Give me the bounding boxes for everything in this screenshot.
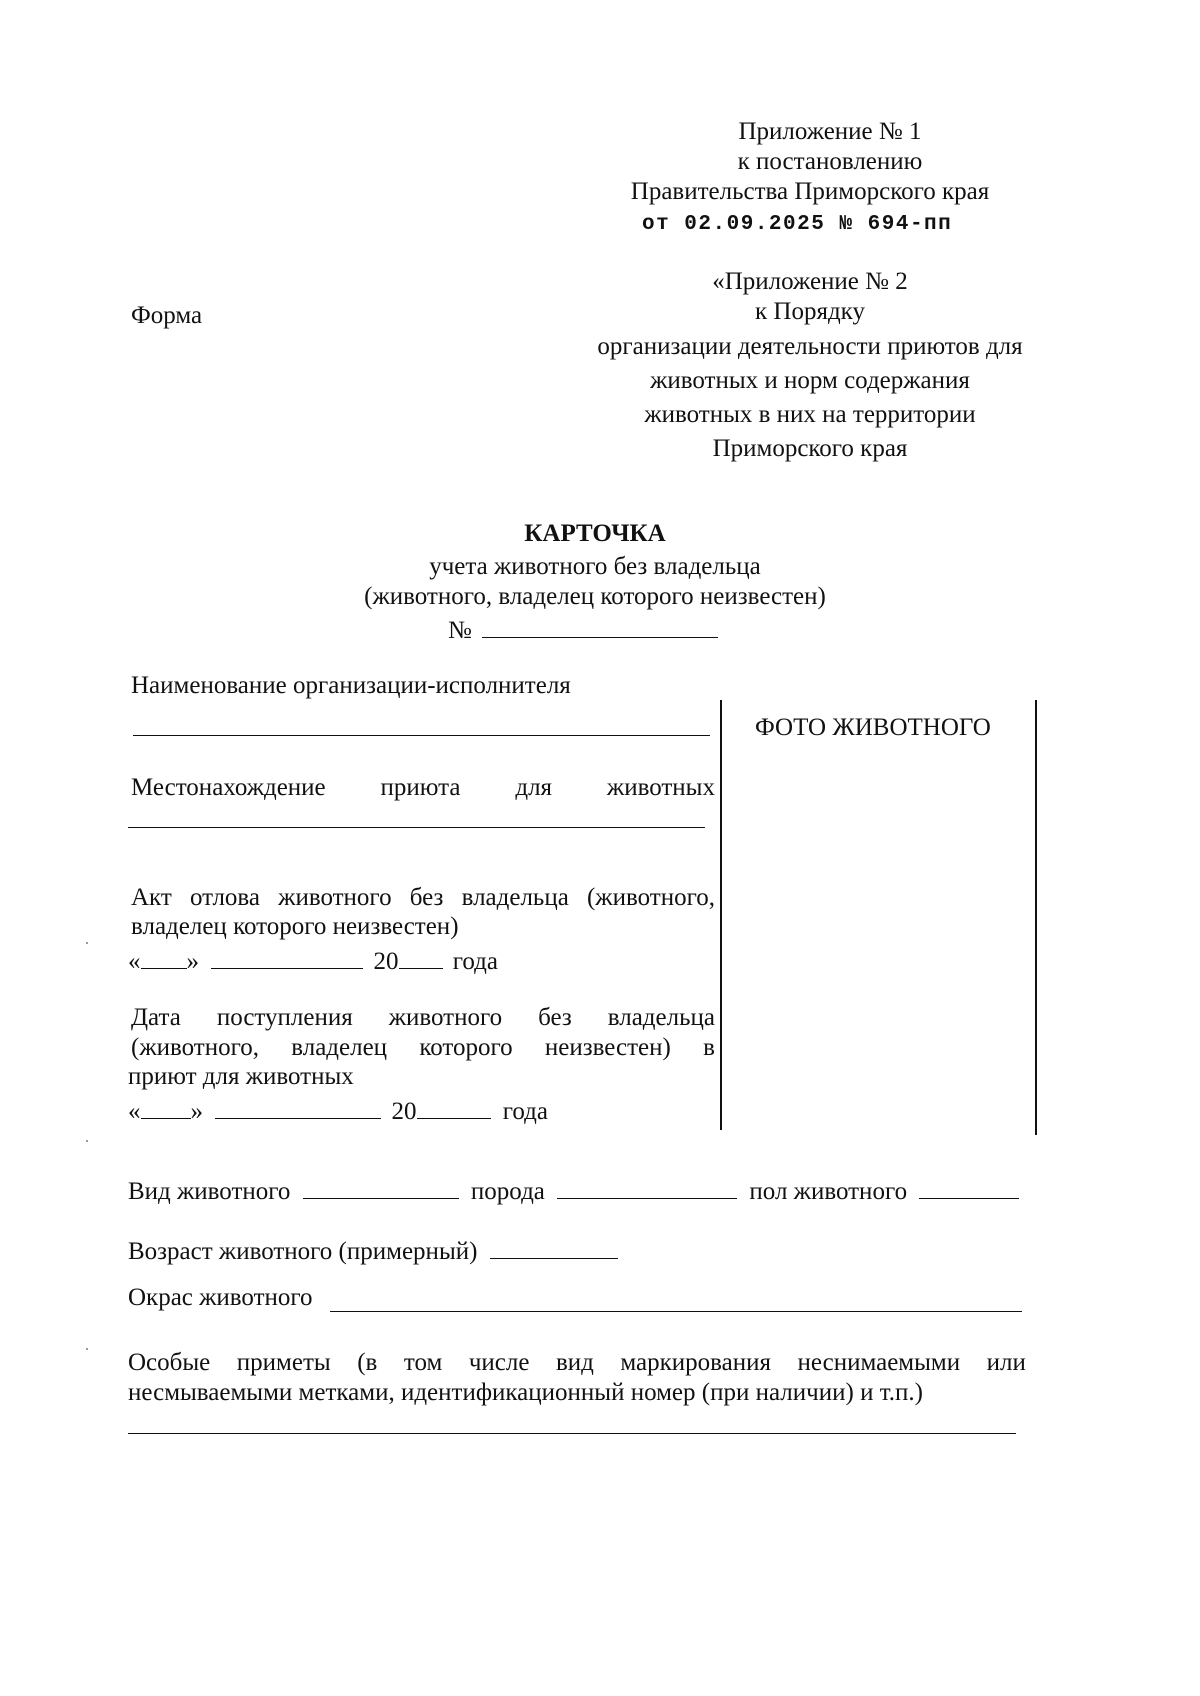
arrival-date-row: « » 20 года <box>128 1092 548 1128</box>
appendix-line-2: к постановлению <box>737 148 923 175</box>
sex-label: пол животного <box>749 1178 908 1205</box>
number-sign: № <box>448 617 472 644</box>
color-row <box>128 1282 313 1314</box>
card-subtitle-1: учета животного без владельца <box>429 553 761 580</box>
scan-speck <box>86 1348 88 1350</box>
appendix-line-1: Приложение № 1 <box>738 118 922 145</box>
appendix2-line-3: организации деятельности приютов для <box>597 333 1023 360</box>
color-field[interactable] <box>330 1311 1022 1312</box>
card-number-field[interactable] <box>482 611 718 638</box>
special-marks-field[interactable] <box>128 1433 1016 1434</box>
appendix-line-3: Правительства Приморского края <box>630 178 990 205</box>
species-label: Вид животного <box>128 1178 291 1205</box>
card-number-label <box>448 611 718 647</box>
shelter-location-field[interactable] <box>128 827 705 828</box>
breed-label: порода <box>470 1178 545 1205</box>
color-label: Окрас животного <box>128 1284 313 1311</box>
arrival-month-field[interactable] <box>215 1092 381 1119</box>
photo-frame-right-border <box>1035 700 1037 1135</box>
capture-act-label-line-2: владелец которого неизвестен) <box>131 913 459 940</box>
scan-speck <box>86 942 88 944</box>
species-field[interactable] <box>303 1172 459 1199</box>
appendix2-line-5: животных в них на территории <box>644 401 976 428</box>
appendix2-line-6: Приморского края <box>712 435 908 462</box>
decree-date-number: от 02.09.2025 № 694-пп <box>642 213 953 236</box>
species-row <box>128 1172 1019 1208</box>
photo-frame-left-border <box>720 700 722 1130</box>
appendix2-line-2: к Порядку <box>755 298 865 325</box>
capture-date-row: « » 20 года <box>128 942 498 978</box>
arrival-day-field[interactable] <box>141 1092 191 1119</box>
shelter-location-label: Местонахождение приюта для животных <box>131 774 715 801</box>
capture-act-label-line-1: Акт отлова животного без владельца (животного, <box>131 884 715 911</box>
appendix2-line-1: «Приложение № 2 <box>712 268 908 295</box>
age-label: Возраст животного (примерный) <box>128 1238 478 1265</box>
sex-field[interactable] <box>919 1172 1019 1199</box>
special-marks-label-line-1: Особые приметы (в том числе вид маркирования неснимаемыми или <box>128 1349 1026 1376</box>
form-label: Форма <box>131 302 203 329</box>
card-subtitle-2: (животного, владелец которого неизвестен) <box>364 583 826 610</box>
arrival-label-line-2: (животного, владелец которого неизвестен) в <box>131 1034 715 1061</box>
org-name-label: Наименование организации-исполнителя <box>131 672 571 699</box>
arrival-year-field[interactable] <box>417 1092 491 1119</box>
age-field[interactable] <box>490 1232 618 1259</box>
capture-year-field[interactable] <box>399 942 443 969</box>
breed-field[interactable] <box>557 1172 737 1199</box>
photo-label: ФОТО ЖИВОТНОГО <box>755 714 991 741</box>
age-row <box>128 1232 618 1268</box>
capture-day-field[interactable] <box>141 942 187 969</box>
card-title: КАРТОЧКА <box>524 520 666 547</box>
capture-month-field[interactable] <box>211 942 363 969</box>
org-name-field[interactable] <box>133 735 710 736</box>
scan-speck <box>86 1140 88 1142</box>
arrival-label-line-1: Дата поступления животного без владельца <box>131 1004 715 1031</box>
special-marks-label-line-2: несмываемыми метками, идентификационный номер (при наличии) и т.п.) <box>128 1379 923 1406</box>
appendix2-line-4: животных и норм содержания <box>650 367 970 394</box>
arrival-label-line-3: приют для животных <box>128 1063 354 1090</box>
